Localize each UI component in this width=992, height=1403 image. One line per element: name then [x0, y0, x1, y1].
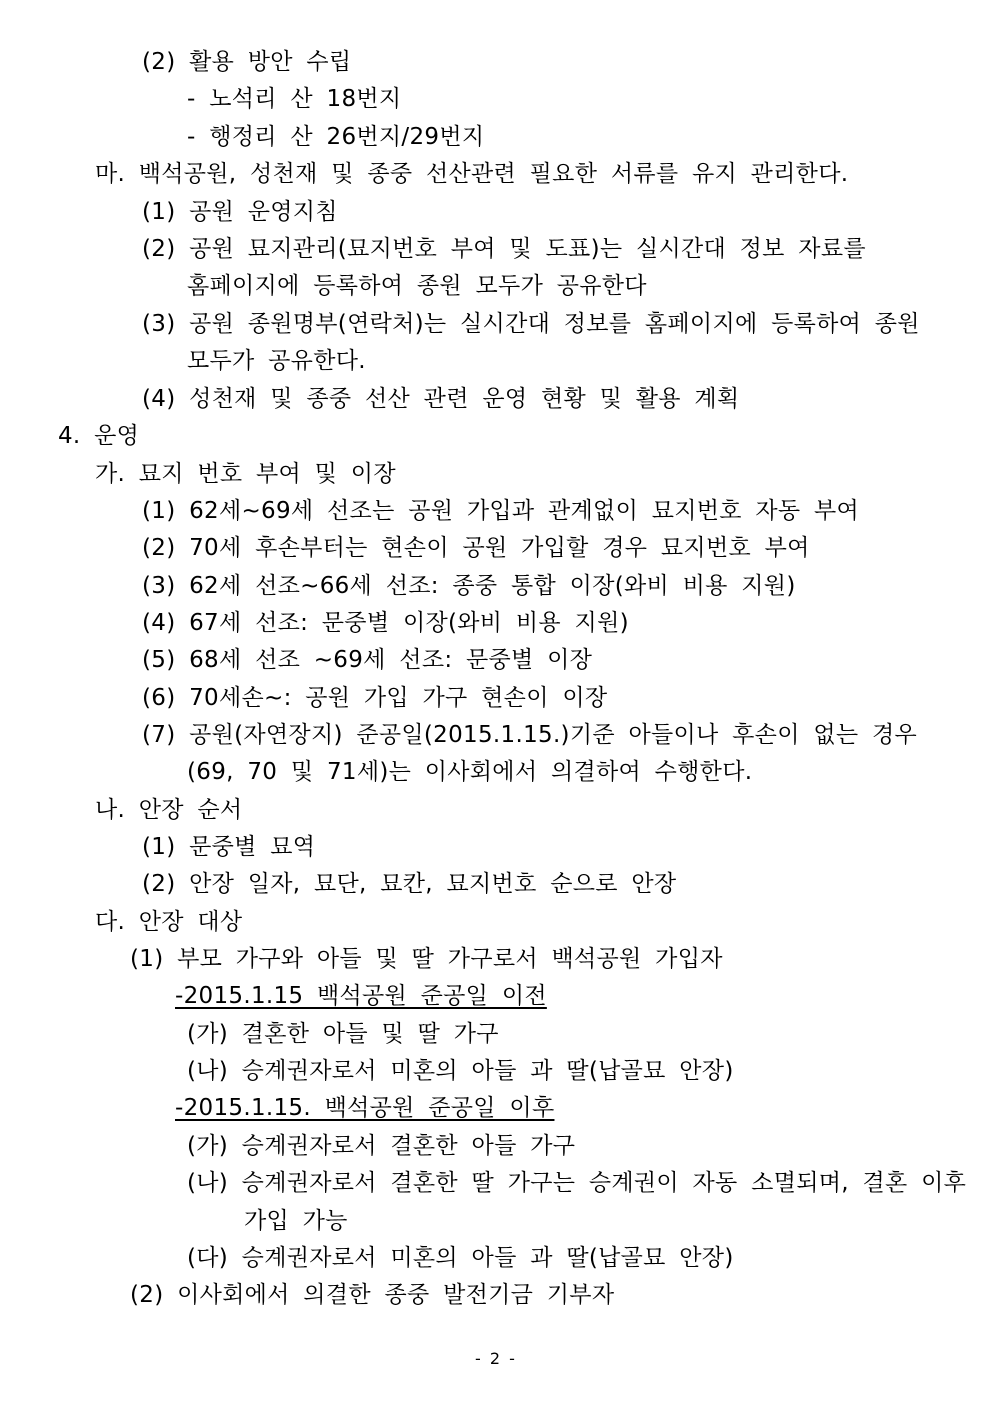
text-line: (나) 승계권자로서 결혼한 딸 가구는 승계권이 자동 소멸되며, 결혼 이후 [187, 1170, 967, 1196]
page-number: - 2 - [475, 1349, 517, 1368]
section-heading: 나. 안장 순서 [95, 797, 243, 823]
text-line: (69, 70 및 71세)는 이사회에서 의결하여 수행한다. [187, 759, 753, 785]
text-line: 홈페이지에 등록하여 종원 모두가 공유한다 [187, 273, 647, 299]
underlined-subheading: -2015.1.15. 백석공원 준공일 이후 [175, 1095, 555, 1121]
text-line: - 행정리 산 26번지/29번지 [187, 124, 485, 150]
text-line: (3) 공원 종원명부(연락처)는 실시간대 정보를 홈페이지에 등록하여 종원 [142, 311, 920, 337]
text-line: 가입 가능 [244, 1208, 348, 1234]
text-line: (1) 부모 가구와 아들 및 딸 가구로서 백석공원 가입자 [130, 946, 723, 972]
text-line: - 노석리 산 18번지 [187, 86, 402, 112]
chapter-heading: 4. 운영 [58, 423, 140, 449]
underlined-subheading: -2015.1.15 백석공원 준공일 이전 [175, 983, 547, 1009]
text-line: (2) 공원 묘지관리(묘지번호 부여 및 도표)는 실시간대 정보 자료를 [142, 236, 866, 262]
text-line: (다) 승계권자로서 미혼의 아들 과 딸(납골묘 안장) [187, 1245, 734, 1271]
text-line: (4) 67세 선조: 문중별 이장(와비 비용 지원) [142, 610, 629, 636]
text-line: (가) 승계권자로서 결혼한 아들 가구 [187, 1133, 576, 1159]
text-line: (1) 문중별 묘역 [142, 834, 316, 860]
text-line: (5) 68세 선조 ~69세 선조: 문중별 이장 [142, 647, 593, 673]
text-line: (1) 62세~69세 선조는 공원 가입과 관계없이 묘지번호 자동 부여 [142, 498, 860, 524]
text-line: (나) 승계권자로서 미혼의 아들 과 딸(납골묘 안장) [187, 1058, 734, 1084]
section-heading: 가. 묘지 번호 부여 및 이장 [95, 461, 396, 487]
text-line: (2) 안장 일자, 묘단, 묘칸, 묘지번호 순으로 안장 [142, 871, 677, 897]
section-heading: 마. 백석공원, 성천재 및 종중 선산관련 필요한 서류를 유지 관리한다. [95, 161, 849, 187]
text-line: (4) 성천재 및 종중 선산 관련 운영 현황 및 활용 계획 [142, 386, 740, 412]
text-line: 모두가 공유한다. [187, 348, 366, 374]
text-line: (6) 70세손~: 공원 가입 가구 현손이 이장 [142, 685, 608, 711]
text-line: (가) 결혼한 아들 및 딸 가구 [187, 1021, 499, 1047]
text-line: (7) 공원(자연장지) 준공일(2015.1.15.)기준 아들이나 후손이 없는 경우 [142, 722, 918, 748]
text-line: (3) 62세 선조~66세 선조: 종중 통합 이장(와비 비용 지원) [142, 573, 796, 599]
text-line: (2) 이사회에서 의결한 종중 발전기금 기부자 [130, 1282, 615, 1308]
text-line: (1) 공원 운영지침 [142, 199, 338, 225]
text-line: (2) 70세 후손부터는 현손이 공원 가입할 경우 묘지번호 부여 [142, 535, 810, 561]
section-heading: 다. 안장 대상 [95, 909, 243, 935]
text-line: (2) 활용 방안 수립 [142, 49, 352, 75]
